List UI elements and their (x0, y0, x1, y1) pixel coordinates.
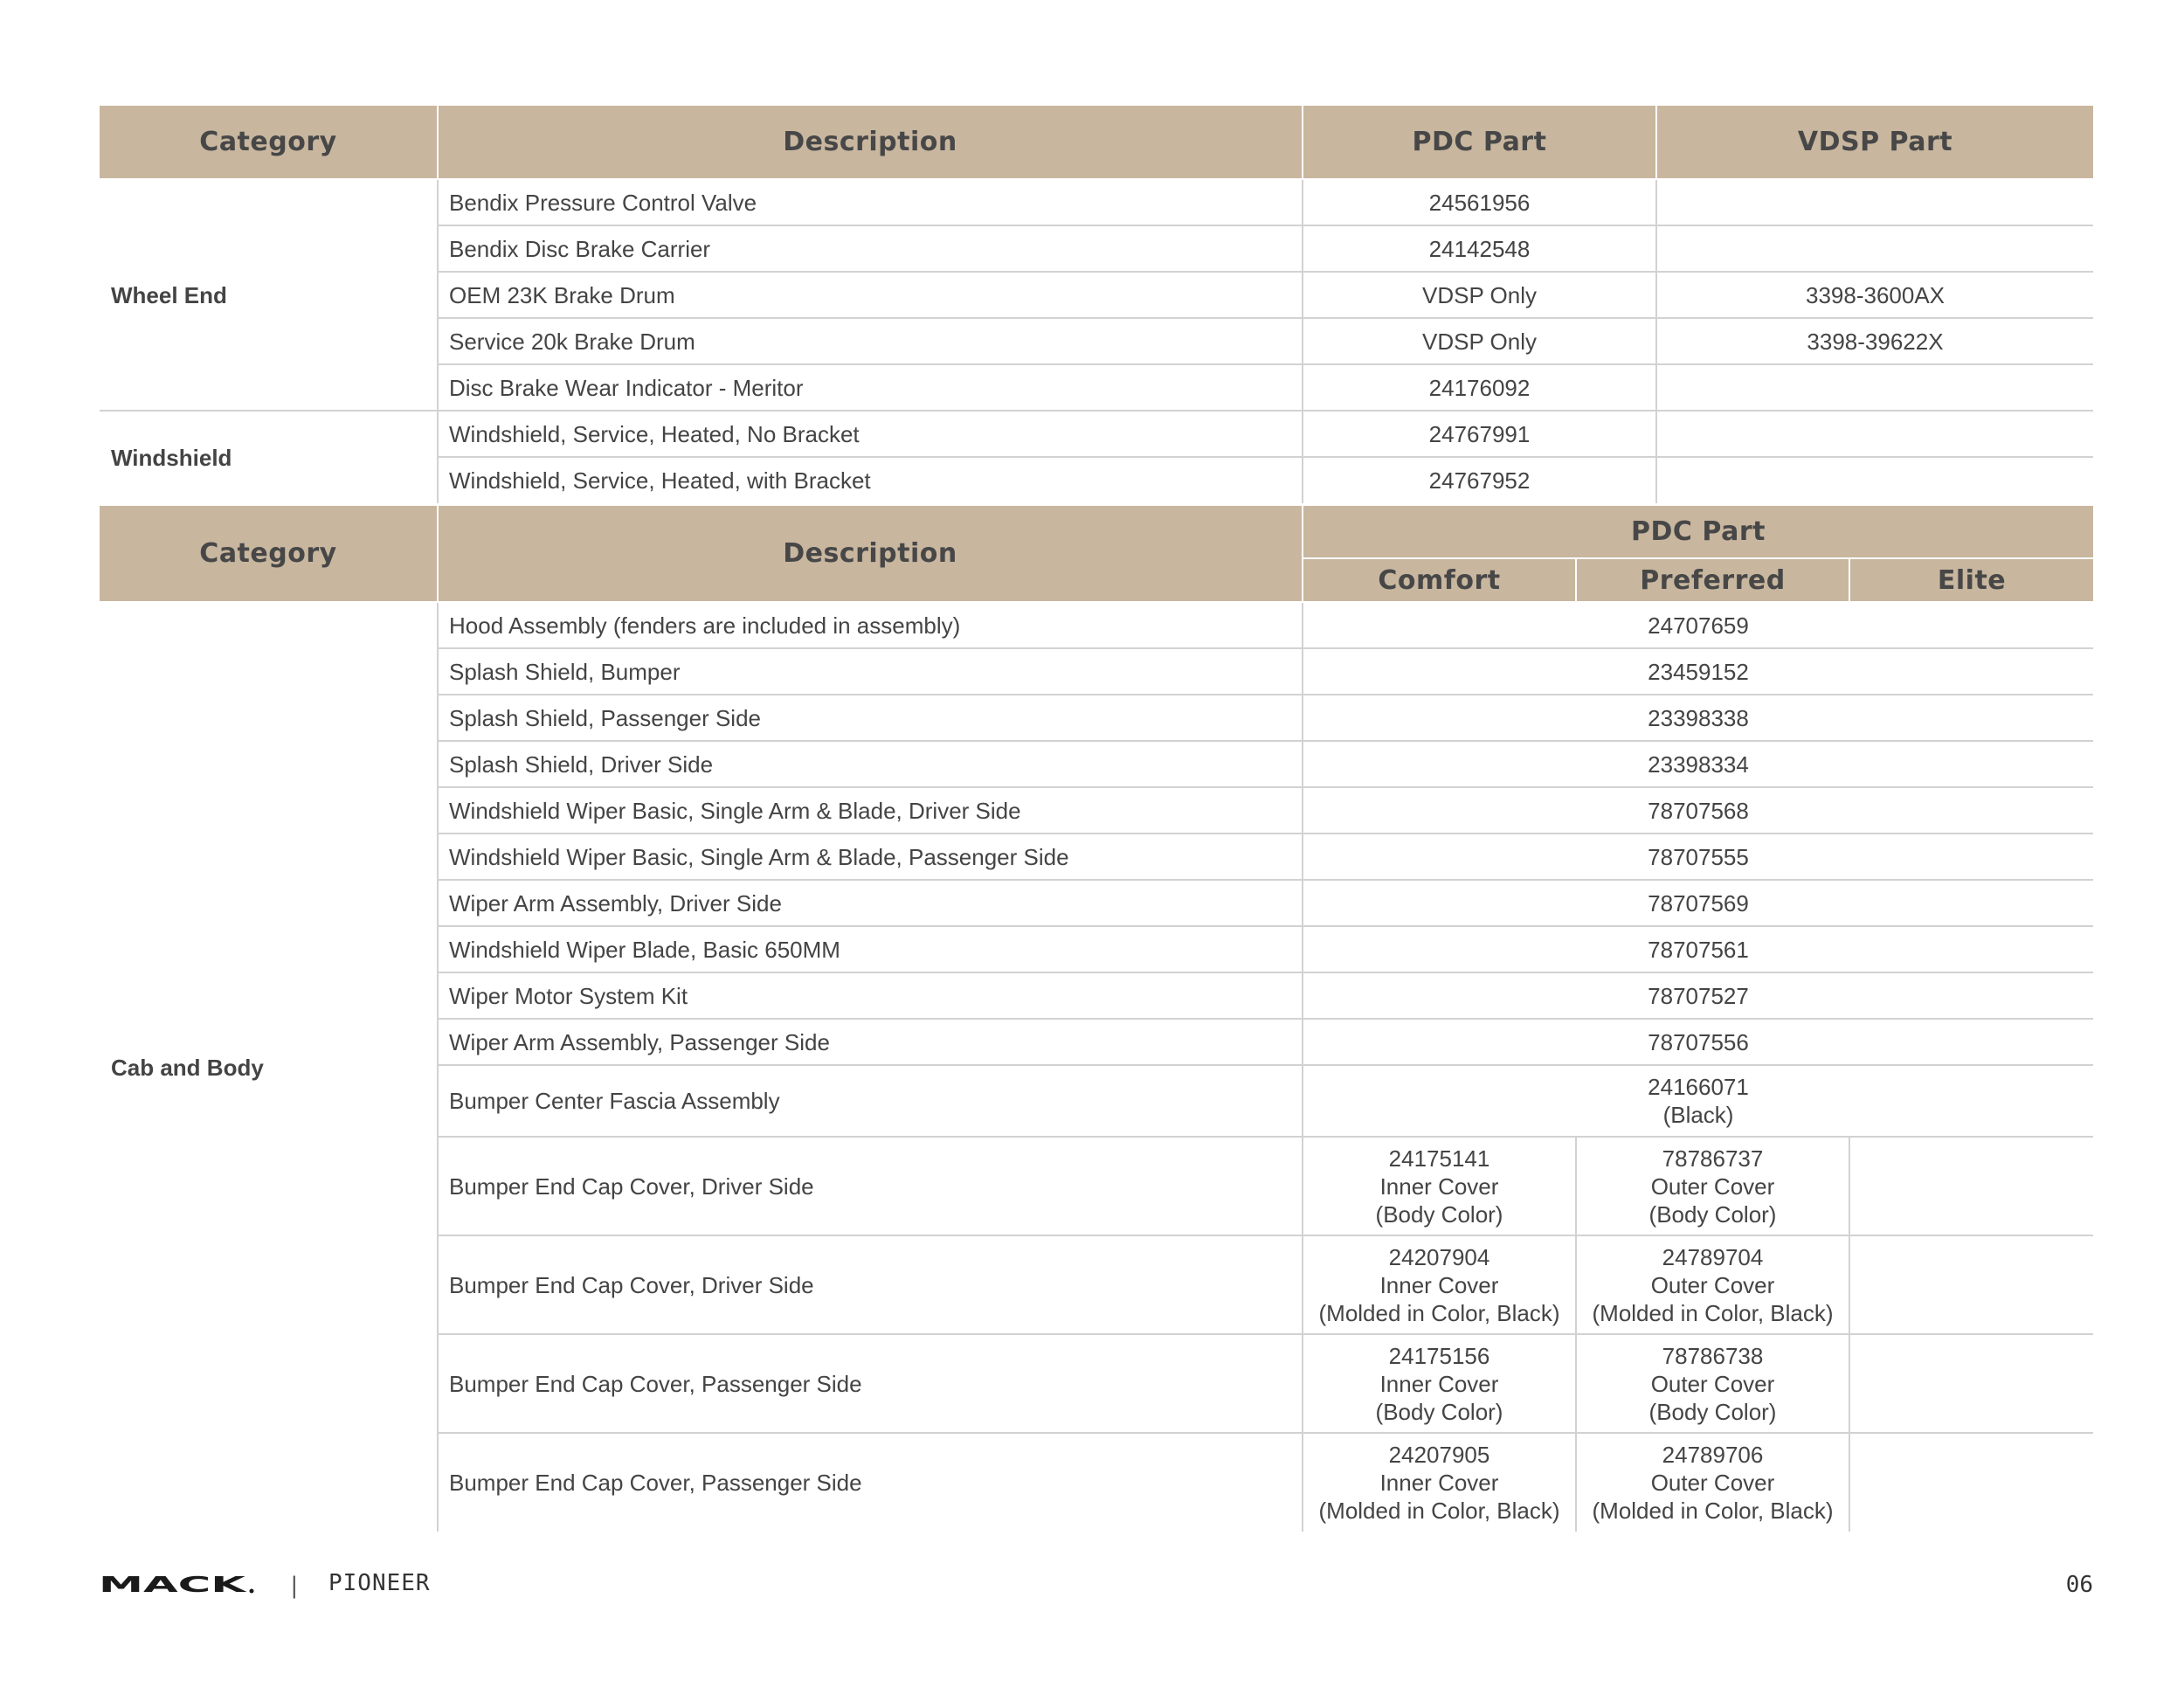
part-number: 78786738 (1662, 1342, 1764, 1369)
part-number: 24166071 (1648, 1074, 1749, 1100)
table-header-row (100, 106, 2093, 179)
part-type: Inner Cover (1379, 1271, 1499, 1298)
pdc-part-cell: 78707568 (1303, 787, 2093, 834)
description-cell: Bumper Center Fascia Assembly (438, 1065, 1303, 1137)
part-type: Outer Cover (1650, 1271, 1775, 1298)
pdc-part-cell: 24561956 (1303, 179, 1656, 225)
pdc-part-cell: 23398334 (1303, 741, 2093, 787)
elite-part-cell (1849, 1137, 2093, 1235)
comfort-part-cell (1303, 1433, 1576, 1532)
part-color: (Molded in Color, Black) (1592, 1299, 1834, 1326)
description-cell: Service 20k Brake Drum (438, 318, 1303, 364)
header-category: Category (100, 106, 438, 179)
description-cell: Wiper Arm Assembly, Passenger Side (438, 1019, 1303, 1065)
table-row (100, 179, 2093, 225)
part-number: 78786737 (1662, 1145, 1764, 1172)
part-number: 24175156 (1388, 1342, 1490, 1369)
vdsp-part-cell (1656, 364, 2093, 411)
description-cell: Disc Brake Wear Indicator - Meritor (438, 364, 1303, 411)
vdsp-part-cell: 3398-3600AX (1656, 272, 2093, 318)
description-cell: Windshield Wiper Basic, Single Arm & Blade, Driver Side (438, 787, 1303, 834)
description-cell: Splash Shield, Bumper (438, 648, 1303, 695)
description-cell: Hood Assembly (fenders are included in assembly) (438, 602, 1303, 648)
vdsp-part-cell (1656, 225, 2093, 272)
part-color: (Body Color) (1375, 1200, 1503, 1228)
pdc-part-cell: 23459152 (1303, 648, 2093, 695)
part-number: 24175141 (1388, 1145, 1490, 1172)
header-vdsp-part: VDSP Part (1656, 106, 2093, 179)
part-color: (Body Color) (1648, 1200, 1777, 1228)
part-number: 24207904 (1388, 1243, 1490, 1270)
header-preferred: Preferred (1576, 558, 1849, 602)
part-type: Inner Cover (1379, 1370, 1499, 1397)
part-number: 24789704 (1662, 1243, 1764, 1270)
parts-table-wheel-windshield (100, 106, 2093, 503)
comfort-part-cell (1303, 1137, 1576, 1235)
description-cell: OEM 23K Brake Drum (438, 272, 1303, 318)
description-cell: Splash Shield, Driver Side (438, 741, 1303, 787)
preferred-part-cell (1576, 1334, 1849, 1433)
pdc-part-cell: 24767952 (1303, 457, 1656, 503)
header-comfort: Comfort (1303, 558, 1576, 602)
category-cell: Cab and Body (111, 1054, 264, 1081)
pdc-part-cell: VDSP Only (1303, 318, 1656, 364)
description-cell: Windshield Wiper Blade, Basic 650MM (438, 926, 1303, 972)
description-cell: Bumper End Cap Cover, Passenger Side (438, 1334, 1303, 1433)
elite-part-cell (1849, 1433, 2093, 1532)
part-color: (Molded in Color, Black) (1318, 1498, 1560, 1524)
part-type: Inner Cover (1379, 1173, 1499, 1200)
pdc-part-cell: 78707569 (1303, 880, 2093, 926)
part-note: (Black) (1662, 1102, 1734, 1128)
comfort-part-cell (1303, 1235, 1576, 1334)
table-header-row (100, 506, 2093, 558)
footer-brand: PIONEER (328, 1570, 431, 1596)
preferred-part-cell (1576, 1137, 1849, 1235)
header-category: Category (100, 506, 438, 602)
part-color: (Body Color) (1648, 1398, 1777, 1425)
pdc-part-cell: 78707555 (1303, 834, 2093, 880)
category-cell: Wheel End (100, 179, 438, 411)
part-type: Inner Cover (1379, 1470, 1499, 1496)
logo-text: MACK (99, 1575, 249, 1595)
description-cell: Bumper End Cap Cover, Driver Side (438, 1235, 1303, 1334)
footer-separator: | (287, 1573, 301, 1599)
description-cell: Windshield, Service, Heated, with Bracket (438, 457, 1303, 503)
pdc-part-cell: 23398338 (1303, 695, 2093, 741)
vdsp-part-cell (1656, 457, 2093, 503)
description-cell: Windshield Wiper Basic, Single Arm & Blade, Passenger Side (438, 834, 1303, 880)
page-number: 06 (2065, 1572, 2093, 1598)
preferred-part-cell (1576, 1235, 1849, 1334)
table-row (100, 411, 2093, 457)
preferred-part-cell (1576, 1433, 1849, 1532)
description-cell: Bumper End Cap Cover, Driver Side (438, 1137, 1303, 1235)
header-pdc-part: PDC Part (1303, 106, 1656, 179)
table-row (100, 602, 2093, 648)
header-description: Description (438, 506, 1303, 602)
vdsp-part-cell: 3398-39622X (1656, 318, 2093, 364)
parts-table-cab-body (100, 506, 2093, 1532)
pdc-part-cell: 78707561 (1303, 926, 2093, 972)
elite-part-cell (1849, 1235, 2093, 1334)
pdc-part-cell: 24767991 (1303, 411, 1656, 457)
part-color: (Molded in Color, Black) (1318, 1299, 1560, 1326)
part-type: Outer Cover (1650, 1173, 1775, 1200)
pdc-part-cell: VDSP Only (1303, 272, 1656, 318)
description-cell: Wiper Arm Assembly, Driver Side (438, 880, 1303, 926)
vdsp-part-cell (1656, 179, 2093, 225)
pdc-part-cell: 78707527 (1303, 972, 2093, 1019)
description-cell: Splash Shield, Passenger Side (438, 695, 1303, 741)
description-cell: Bumper End Cap Cover, Passenger Side (438, 1433, 1303, 1532)
pdc-part-cell: 24142548 (1303, 225, 1656, 272)
pdc-part-cell: 24707659 (1303, 602, 2093, 648)
part-number: 24789706 (1662, 1442, 1764, 1468)
category-cell: Windshield (111, 444, 232, 471)
mack-logo (99, 1575, 256, 1595)
vdsp-part-cell (1656, 411, 2093, 457)
header-pdc-part: PDC Part (1303, 506, 2093, 558)
description-cell: Wiper Motor System Kit (438, 972, 1303, 1019)
description-cell: Bendix Pressure Control Valve (438, 179, 1303, 225)
part-number: 24207905 (1388, 1442, 1490, 1468)
part-type: Outer Cover (1650, 1470, 1775, 1496)
header-elite: Elite (1849, 558, 2093, 602)
part-color: (Body Color) (1375, 1398, 1503, 1425)
header-description: Description (438, 106, 1303, 179)
pdc-part-cell: 78707556 (1303, 1019, 2093, 1065)
comfort-part-cell (1303, 1334, 1576, 1433)
part-type: Outer Cover (1650, 1370, 1775, 1397)
description-cell: Bendix Disc Brake Carrier (438, 225, 1303, 272)
elite-part-cell (1849, 1334, 2093, 1433)
part-color: (Molded in Color, Black) (1592, 1498, 1834, 1524)
pdc-part-cell: 24176092 (1303, 364, 1656, 411)
pdc-part-cell (1303, 1065, 2093, 1137)
description-cell: Windshield, Service, Heated, No Bracket (438, 411, 1303, 457)
